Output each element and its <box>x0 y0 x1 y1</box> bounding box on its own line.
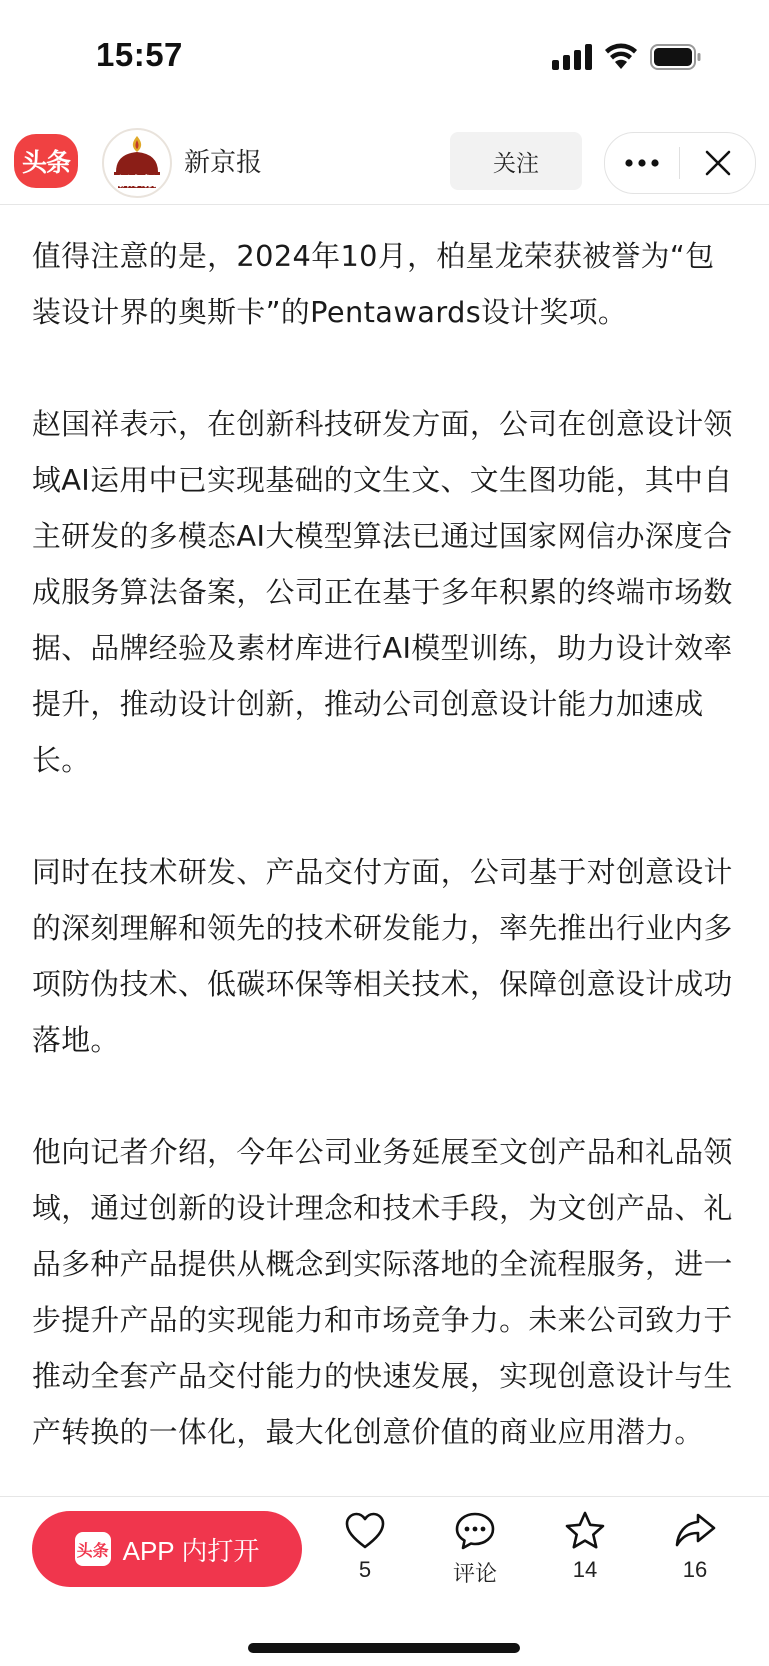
comment-bubble-icon <box>453 1509 497 1553</box>
wifi-icon <box>604 42 638 70</box>
heart-icon <box>343 1509 387 1553</box>
follow-button[interactable]: 关注 <box>450 132 582 190</box>
battery-icon <box>650 44 702 70</box>
home-indicator <box>248 1643 520 1653</box>
mini-program-capsule <box>604 132 756 194</box>
more-button[interactable] <box>605 133 679 193</box>
article-paragraph: 他向记者介绍，今年公司业务延展至文创产品和礼品领域，通过创新的设计理念和技术手段，为文创产品、礼品多种产品提供从概念到实际落地的全流程服务，进一步提升产品的实现能力和市场竞争力。未来公司致力于推动全套产品交付能力的快速发展，实现创意设计与生产转换的一体化，最大化创意价值的商业应用潜力。 <box>32 1135 733 1449</box>
close-icon <box>704 149 732 177</box>
share-button[interactable] <box>650 1509 740 1599</box>
source-avatar[interactable] <box>102 128 172 198</box>
favorite-button[interactable] <box>540 1509 630 1599</box>
open-in-app-label: APP 内打开 <box>122 1535 260 1566</box>
article-paragraph: 值得注意的是，2024年10月，柏星龙荣获被誉为“包装设计界的奥斯卡”的Pentawards设计奖项。 <box>32 239 715 329</box>
like-count: 5 <box>358 1557 372 1582</box>
toutiao-small-logo: 头条 <box>75 1532 111 1566</box>
status-bar <box>0 0 769 110</box>
favorite-count: 14 <box>572 1557 598 1582</box>
comment-label: 评论 <box>452 1561 497 1586</box>
star-icon <box>563 1509 607 1553</box>
article-header <box>0 118 769 205</box>
article-body <box>32 228 740 1516</box>
article-paragraph: 同时在技术研发、产品交付方面，公司基于对创意设计的深刻理解和领先的技术研发能力，率先推出行业内多项防伪技术、低碳环保等相关技术，保障创意设计成功落地。 <box>32 855 733 1057</box>
toutiao-logo[interactable]: 头条 <box>14 134 78 188</box>
comment-button[interactable] <box>430 1509 520 1599</box>
close-button[interactable] <box>680 133 755 193</box>
status-time: 15:57 <box>96 36 183 73</box>
like-button[interactable] <box>320 1509 410 1599</box>
article-paragraph: 赵国祥表示，在创新科技研发方面，公司在创意设计领域AI运用中已实现基础的文生文、文生图功能，其中自主研发的多模态AI大模型算法已通过国家网信办深度合成服务算法备案，公司正在基于多年积累的终端市场数据、品牌经验及素材库进行AI模型训练，助力设计效率提升，推动设计创新，推动公司创意设计能力加速成长。 <box>32 407 733 777</box>
source-name[interactable]: 新京报 <box>184 148 263 178</box>
bottom-action-bar <box>0 1496 769 1666</box>
more-dots-icon <box>624 158 660 168</box>
avatar-text: 新京报 <box>117 175 157 190</box>
share-count: 16 <box>682 1557 708 1582</box>
cellular-signal-icon <box>552 44 592 70</box>
share-arrow-icon <box>673 1509 717 1553</box>
open-in-app-button[interactable] <box>32 1511 302 1587</box>
